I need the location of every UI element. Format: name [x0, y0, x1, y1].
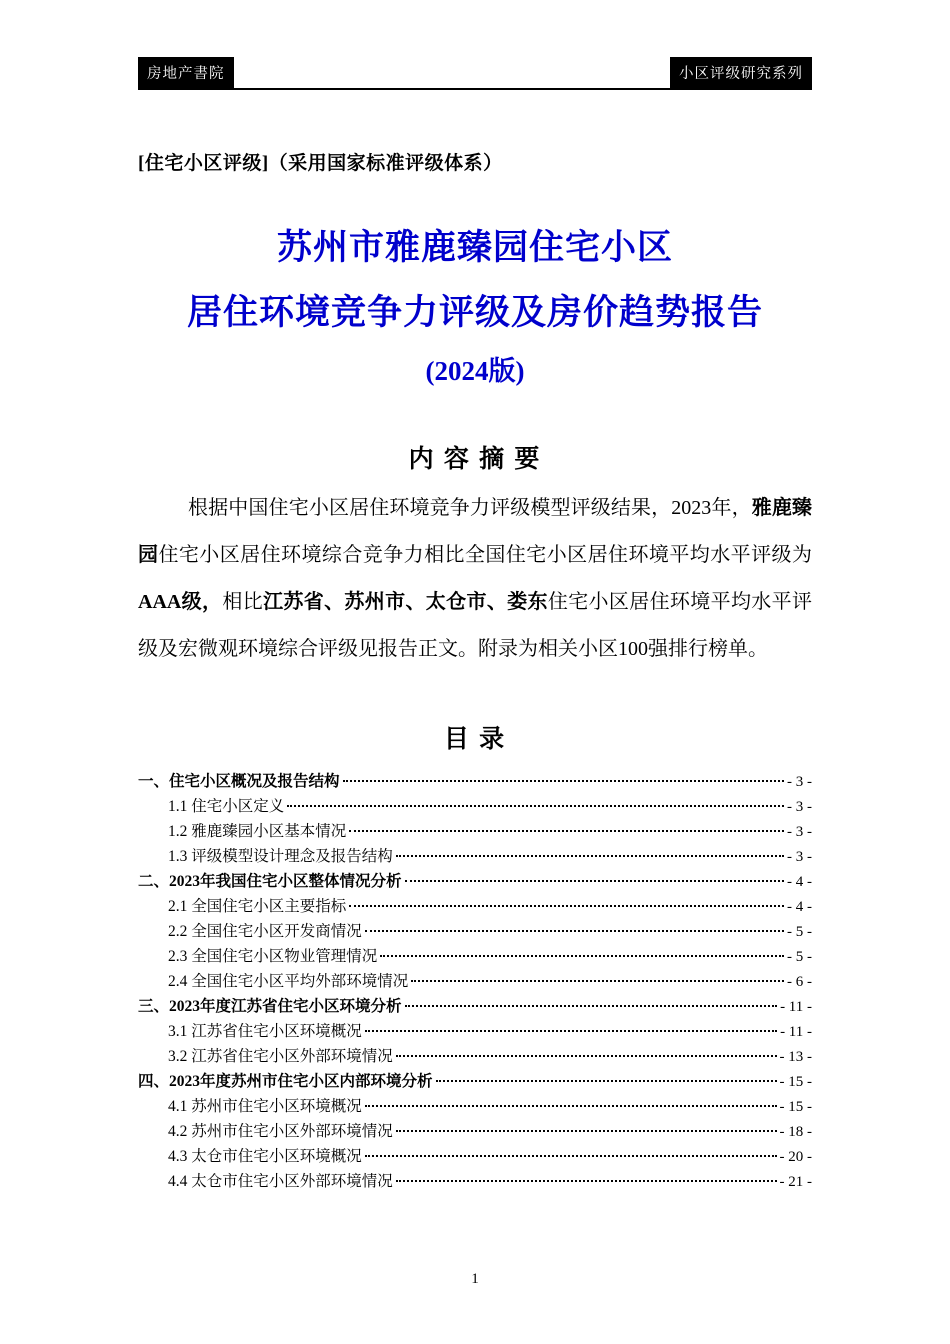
toc-entry[interactable] — [138, 1019, 812, 1044]
toc-entry-label[interactable]: 1.3 评级模型设计理念及报告结构 — [168, 848, 393, 865]
toc-entry-page: - 18 - — [779, 1124, 812, 1140]
toc-entry-label[interactable]: 4.1 苏州市住宅小区环境概况 — [168, 1098, 362, 1115]
toc-entry-label[interactable]: 三、2023年度江苏省住宅小区环境分析 — [138, 998, 402, 1015]
toc-leader-dots — [287, 805, 784, 807]
toc-entry-page: - 5 - — [787, 949, 812, 965]
toc-entry-label[interactable]: 1.2 雅鹿臻园小区基本情况 — [168, 823, 347, 840]
toc-entry[interactable] — [138, 994, 812, 1019]
toc-entry[interactable] — [138, 894, 812, 919]
toc-entry-page: - 4 - — [787, 899, 812, 915]
toc-entry-label[interactable]: 二、2023年我国住宅小区整体情况分析 — [138, 873, 402, 890]
toc-entry-page: - 21 - — [779, 1174, 812, 1190]
toc-entry[interactable] — [138, 1169, 812, 1194]
page-footer — [0, 1271, 950, 1288]
abstract-text: 相比 — [222, 591, 264, 613]
abstract-heading: 内 容 摘 要 — [408, 446, 542, 473]
header-right-label: 小区评级研究系列 — [670, 57, 812, 88]
toc-entry[interactable] — [138, 869, 812, 894]
toc-entry-page: - 20 - — [779, 1149, 812, 1165]
toc-entry[interactable] — [138, 1119, 812, 1144]
toc-entry[interactable] — [138, 919, 812, 944]
toc-entry-label[interactable]: 3.2 江苏省住宅小区外部环境情况 — [168, 1048, 393, 1065]
toc-leader-dots — [396, 1130, 777, 1132]
abstract-text: 住宅小区居住环境综合竞争力相比全国住宅小区居住环境平均水平评级为 — [158, 544, 812, 566]
title-block — [138, 215, 812, 393]
toc-entry-page: - 15 - — [779, 1074, 812, 1090]
toc-leader-dots — [365, 930, 784, 932]
toc-entry-label[interactable]: 4.3 太仓市住宅小区环境概况 — [168, 1148, 362, 1165]
page-header — [138, 57, 812, 90]
toc-entry-page: - 6 - — [787, 974, 812, 990]
toc-entry[interactable] — [138, 844, 812, 869]
abstract-bold-text: 雅鹿臻园 — [138, 497, 813, 566]
toc-entry[interactable] — [138, 944, 812, 969]
abstract-text: 根据中国住宅小区居住环境竞争力评级模型评级结果，2023年， — [188, 497, 752, 519]
toc-entry-page: - 11 - — [780, 1024, 812, 1040]
toc-entry-page: - 3 - — [787, 824, 812, 840]
toc-leader-dots — [349, 905, 784, 907]
toc-entry-page: - 3 - — [787, 799, 812, 815]
toc-leader-dots — [380, 955, 784, 957]
toc-leader-dots — [365, 1105, 777, 1107]
toc-entry-page: - 13 - — [779, 1049, 812, 1065]
toc-entry-label[interactable]: 2.4 全国住宅小区平均外部环境情况 — [168, 973, 409, 990]
toc-leader-dots — [411, 980, 784, 982]
toc-entry[interactable] — [138, 769, 812, 794]
toc-entry[interactable] — [138, 1094, 812, 1119]
toc-leader-dots — [349, 830, 784, 832]
toc-leader-dots — [405, 880, 784, 882]
page-number: 1 — [471, 1271, 479, 1287]
toc-entry-page: - 4 - — [787, 874, 812, 890]
toc-leader-dots — [396, 855, 784, 857]
toc-entry-page: - 15 - — [779, 1099, 812, 1115]
toc-leader-dots — [396, 1055, 777, 1057]
header-left-label: 房地产書院 — [138, 57, 234, 88]
toc-entry-page: - 5 - — [787, 924, 812, 940]
toc-entry-page: - 3 - — [787, 849, 812, 865]
toc-entry-page: - 3 - — [787, 774, 812, 790]
toc-leader-dots — [436, 1080, 777, 1082]
toc-entry[interactable] — [138, 969, 812, 994]
report-title-line1: 苏州市雅鹿臻园住宅小区 — [276, 228, 673, 267]
toc-leader-dots — [365, 1155, 777, 1157]
report-title-line2: 居住环境竞争力评级及房价趋势报告 — [186, 293, 763, 332]
toc-entry-label[interactable]: 4.2 苏州市住宅小区外部环境情况 — [168, 1123, 393, 1140]
toc-entry[interactable] — [138, 1069, 812, 1094]
toc-entry-label[interactable]: 1.1 住宅小区定义 — [168, 798, 285, 815]
toc-entry-label[interactable]: 2.3 全国住宅小区物业管理情况 — [168, 948, 378, 965]
toc-leader-dots — [365, 1030, 777, 1032]
rating-system-tagline: [住宅小区评级]（采用国家标准评级体系） — [138, 153, 503, 174]
abstract-text: 住宅小区居住环境平均水平评级及宏微观环境综合评级见报告正文。附录为相关小区100强排行榜单。 — [138, 591, 812, 660]
toc-entry[interactable] — [138, 794, 812, 819]
toc-entry-label[interactable]: 4.4 太仓市住宅小区外部环境情况 — [168, 1173, 393, 1190]
toc-entry-page: - 11 - — [780, 999, 812, 1015]
toc-entry[interactable] — [138, 1044, 812, 1069]
toc-leader-dots — [343, 780, 784, 782]
abstract-bold-text: 江苏省、苏州市、太仓市、娄东 — [263, 591, 548, 613]
toc-entry[interactable] — [138, 819, 812, 844]
toc-entry-label[interactable]: 一、住宅小区概况及报告结构 — [138, 773, 340, 790]
toc-entry[interactable] — [138, 1144, 812, 1169]
toc-entry-label[interactable]: 3.1 江苏省住宅小区环境概况 — [168, 1023, 362, 1040]
toc-entry-label[interactable]: 四、2023年度苏州市住宅小区内部环境分析 — [138, 1073, 433, 1090]
abstract-bold-text: AAA级， — [138, 591, 223, 613]
table-of-contents — [138, 769, 812, 1194]
abstract-paragraph — [138, 485, 812, 673]
toc-entry-label[interactable]: 2.1 全国住宅小区主要指标 — [168, 898, 347, 915]
toc-heading: 目 录 — [443, 726, 507, 753]
toc-entry-label[interactable]: 2.2 全国住宅小区开发商情况 — [168, 923, 362, 940]
toc-leader-dots — [396, 1180, 777, 1182]
report-edition: (2024版) — [425, 356, 525, 386]
toc-leader-dots — [405, 1005, 778, 1007]
